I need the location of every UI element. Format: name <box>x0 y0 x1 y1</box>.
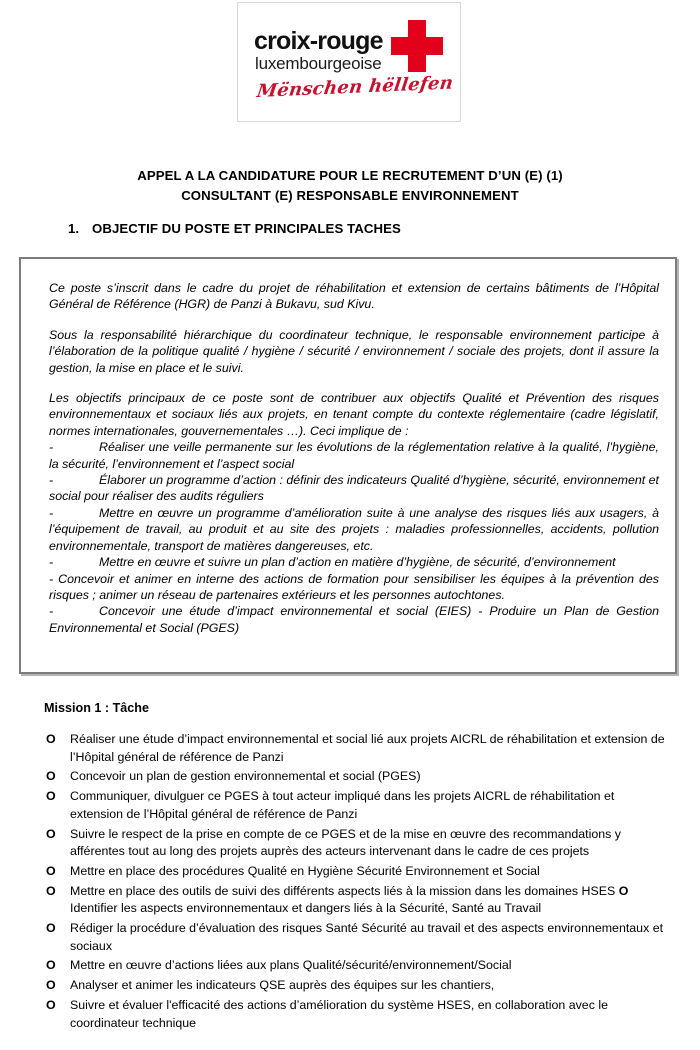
summary-dash-item <box>49 603 659 636</box>
summary-paragraph-3: Les objectifs principaux de ce poste sont de contribuer aux objectifs Qualité et Prévention des risques environnementaux et sociaux liés aux projets, en tenant compte du contexte réglementaire (cadre législatif, normes internationales, gouvernementales …). Ceci implique de : <box>49 391 659 438</box>
list-item-label: Analyser et animer les indicateurs QSE auprès des équipes sur les chantiers, <box>70 978 495 993</box>
circle-bullet-icon: O <box>46 863 56 878</box>
list-item <box>44 920 668 955</box>
list-item <box>44 788 668 823</box>
dash-marker: - <box>49 440 54 455</box>
summary-dash-item <box>49 472 659 505</box>
red-cross-icon <box>391 20 443 72</box>
summary-dash-item <box>49 439 659 472</box>
circle-bullet-icon: O <box>46 826 56 841</box>
list-item <box>44 731 668 766</box>
logo-inner <box>238 3 460 121</box>
logo-tagline: Mënschen hëllefen <box>255 72 455 102</box>
inline-circle-bullet-icon: O <box>618 883 629 898</box>
list-item-label: Rédiger la procédure d’évaluation des risques Santé Sécurité au travail et des aspects environnementaux et sociaux <box>70 921 664 953</box>
list-item-label <box>70 883 668 918</box>
list-item <box>44 863 668 881</box>
page-title <box>60 166 640 206</box>
logo-subtitle: luxembourgeoise <box>255 54 382 73</box>
list-item <box>44 977 668 995</box>
list-item-label: Communiquer, divulguer ce PGES à tout acteur impliqué dans les projets AICRL de réhabilitation et extension de l’Hôpital général de référence de Panzi <box>70 789 615 821</box>
list-item-label: Mettre en place des procédures Qualité en Hygiène Sécurité Environnement et Social <box>70 863 540 878</box>
list-item-label: Suivre et évaluer l'efficacité des actions d’amélioration du système HSES, en collaboration avec le coordinateur technique <box>70 998 608 1030</box>
section-heading <box>68 221 401 236</box>
circle-bullet-icon: O <box>46 921 56 936</box>
dash-marker: - <box>49 604 54 619</box>
page-title-line-1: APPEL A LA CANDIDATURE POUR LE RECRUTEMENT D’UN (E) (1) <box>137 168 563 183</box>
section-number: 1. <box>68 221 80 236</box>
dash-item-text: Réaliser une veille permanente sur les évolutions de la réglementation relative à la qualité, l’hygiène, la sécurité, l’environnement et l’aspect social <box>49 440 659 471</box>
section-heading-label: OBJECTIF DU POSTE ET PRINCIPALES TACHES <box>92 221 401 236</box>
summary-dash-item <box>49 505 659 554</box>
list-item-text-part: Mettre en place des outils de suivi des différents aspects liés à la mission dans les domaines HSES <box>70 883 616 898</box>
list-item <box>44 957 668 975</box>
dash-item-text: Mettre en œuvre un programme d’amélioration suite à une analyse des risques liés aux usagers, à l’équipement de travail, au produit et au site des projets : maladies professionnelles, accidents, pollution environnementale, transport de matières dangereuses, etc. <box>49 505 659 553</box>
list-item-label: Suivre le respect de la prise en compte de ce PGES et de la mise en œuvre des recommandations y afférentes tout au long des projets auprès des acteurs intervenant dans le cadre de ces projets <box>70 826 621 859</box>
circle-bullet-icon: O <box>46 998 56 1012</box>
inline-list-item-label: Identifier les aspects environnementaux et dangers liés à la Sécurité, Santé au Travail <box>70 901 542 916</box>
dash-item-text: Mettre en œuvre et suivre un plan d’action en matière d’hygiène, de sécurité, d’environnement <box>99 555 616 570</box>
dash-item-text: Élaborer un programme d’action : définir des indicateurs Qualité d’hygiène, sécurité, environnement et social pour réaliser des audits réguliers <box>49 473 659 504</box>
list-item <box>44 826 668 861</box>
logo-wordmark: croix-rouge <box>254 27 383 55</box>
summary-paragraph-2: Sous la responsabilité hiérarchique du coordinateur technique, le responsable environnement participe à l’élaboration de la politique qualité / hygiène / sécurité / environnement / sociale des projets, dont il assure la gestion, la mise en place et le suivi. <box>49 327 659 375</box>
summary-plain-item: - Concevoir et animer en interne des actions de formation pour sensibiliser les équipes à la prévention des risques ; animer un réseau de partenaires extérieurs et les personnes autochtones. <box>49 571 659 602</box>
job-summary-body <box>21 259 675 646</box>
organization-logo <box>237 2 461 122</box>
task-list <box>44 731 668 1034</box>
circle-bullet-icon: O <box>46 958 56 973</box>
mission-heading: Mission 1 : Tâche <box>44 701 149 715</box>
circle-bullet-icon: O <box>46 732 56 746</box>
dash-item-text: Concevoir une étude d’impact environnemental et social (EIES) - Produire un Plan de Gestion Environnemental et Social (PGES) <box>49 604 659 635</box>
circle-bullet-icon: O <box>46 789 56 804</box>
circle-bullet-icon: O <box>46 883 56 898</box>
page-title-line-2: CONSULTANT (E) RESPONSABLE ENVIRONNEMENT <box>181 188 519 203</box>
list-item <box>44 997 668 1032</box>
list-item <box>44 768 668 786</box>
list-item-label: Réaliser une étude d’impact environnemental et social lié aux projets AICRL de réhabilitation et extension de l’Hôpital général de référence de Panzi <box>70 732 665 764</box>
circle-bullet-icon: O <box>46 769 56 784</box>
circle-bullet-icon: O <box>46 978 56 993</box>
list-item <box>44 883 668 918</box>
summary-paragraph-1: Ce poste s’inscrit dans le cadre du projet de réhabilitation et extension de certains bâtiments de l’Hôpital Général de Référence (HGR) de Panzi à Bukavu, sud Kivu. <box>49 281 659 312</box>
dash-marker: - <box>49 555 54 570</box>
summary-dash-item <box>49 554 659 570</box>
dash-marker: - <box>49 505 54 520</box>
dash-marker: - <box>49 473 54 488</box>
list-item-label: Concevoir un plan de gestion environnemental et social (PGES) <box>70 769 421 784</box>
red-cross-vertical-bar <box>408 20 426 72</box>
list-item-label: Mettre en œuvre d’actions liées aux plans Qualité/sécurité/environnement/Social <box>70 958 512 973</box>
job-summary-box <box>19 257 677 674</box>
